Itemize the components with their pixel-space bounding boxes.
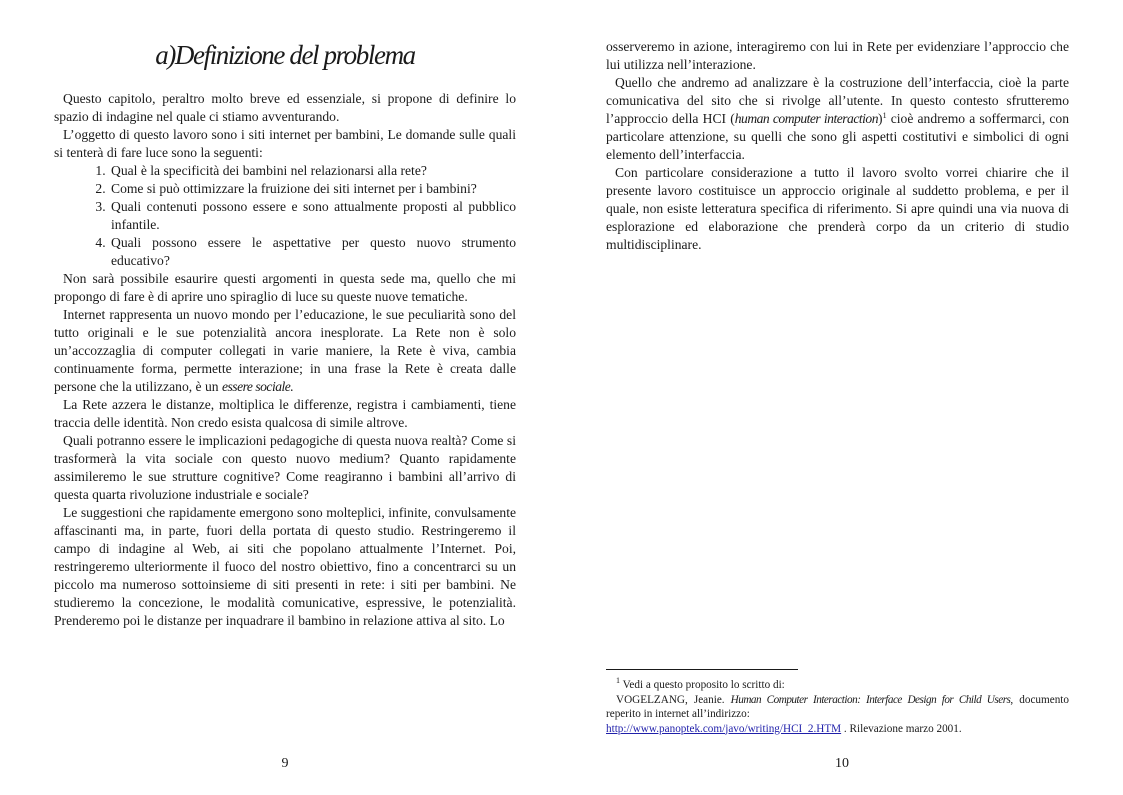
- footnote-mark: 1: [882, 111, 887, 120]
- emphasis-text: essere sociale.: [221, 379, 294, 394]
- footnote-number: 1: [616, 676, 620, 685]
- list-item: 3. Quali contenuti possono essere e sono attualmente proposti al pubblico infantile.: [109, 198, 516, 234]
- paragraph: La Rete azzera le distanze, moltiplica le differenze, registra i cambiamenti, tiene traccia delle identità. Non credo esista qualcosa di simile altrove.: [54, 397, 516, 430]
- page-number: 10: [835, 756, 849, 771]
- paragraph: [54, 306, 516, 396]
- paragraph: Non sarà possibile esaurire questi argomenti in questa sede ma, quello che mi propongo di fare è di aprire uno spiraglio di luce su queste nuove tematiche.: [54, 271, 516, 304]
- list-item: 4. Quali possono essere le aspettative per questo nuovo strumento educativo?: [109, 234, 516, 270]
- paragraph-text: cioè andremo a soffermarci, con particolare attenzione, su quelli che sono gli aspetti costitutivi e simbolici di ogni elemento dell’interfaccia.: [606, 111, 1069, 162]
- footnote-text: . Rilevazione marzo 2001.: [841, 722, 962, 735]
- left-body-text: [54, 90, 516, 630]
- footnote-text: , documento reperito in internet all’indirizzo:: [606, 693, 1069, 720]
- paragraph: Questo capitolo, peraltro molto breve ed essenziale, si propone di definire lo spazio di indagine nel quale ci stiamo avventurando.: [54, 91, 516, 124]
- paragraph: Con particolare considerazione a tutto il lavoro svolto vorrei chiarire che il presente lavoro costituisce un approccio originale al suddetto problema, e per il quale, non esiste letteratura specifica di riferimento. Si apre quindi una via nuova di esplorazione ed elaborazione che prenderà corpo da un criterio di studio multidisciplinare.: [606, 165, 1069, 252]
- paragraph-text: Internet rappresenta un nuovo mondo per l’educazione, le sue peculiarità sono del tutto originali e le sue potenzialità ancora inesplorate. La Rete non è solo un’accozzaglia di computer collegati in varie maniere, la Rete è viva, cambia continuamente forma, permette interazione; in una frase la Rete è creata dalle persone che la utilizzano, è un: [54, 307, 516, 394]
- paragraph: [606, 74, 1069, 164]
- paragraph: L’oggetto di questo lavoro sono i siti internet per bambini, Le domande sulle quali si tenterà di fare luce sono la seguenti:: [54, 127, 516, 160]
- paragraph-text: Quello che andremo ad analizzare è la costruzione dell’interfaccia, cioè la parte comunicativa del sito che si rivolge all’utente. In questo contesto sfrutteremo l’approccio della HCI (: [606, 75, 1069, 126]
- footnote-text: Vedi a questo proposito lo scritto di:: [620, 679, 785, 691]
- footnote-link[interactable]: http://www.panoptek.com/javo/writing/HCI_2.HTM: [606, 722, 842, 735]
- footnote-work-title: Human Computer Interaction: Interface Design for Child Users: [730, 693, 1011, 706]
- footnote-reference: [606, 693, 1069, 722]
- list-item: 1. Qual è la specificità dei bambini nel relazionarsi alla rete?: [109, 162, 516, 180]
- question-list: [54, 162, 516, 270]
- footnote-author: VOGELZANG, Jeanie.: [616, 693, 731, 706]
- right-page: [561, 0, 1123, 795]
- footnote-divider: [606, 669, 798, 670]
- footnote: [606, 678, 1069, 736]
- left-page: [0, 0, 561, 795]
- paragraph: osserveremo in azione, interagiremo con lui in Rete per evidenziare l’approccio che lui utilizza nell’interazione.: [606, 39, 1069, 72]
- page-number: 9: [281, 756, 289, 771]
- list-item: 2. Come si può ottimizzare la fruizione dei siti internet per i bambini?: [109, 180, 516, 198]
- section-title: a)Definizione del problema: [155, 40, 415, 70]
- paren-close: ): [878, 111, 883, 126]
- paragraph: Quali potranno essere le implicazioni pedagogiche di questa nuova realtà? Come si trasformerà la vita sociale con questo nuovo medium? Quanto rapidamente assimileremo le sue strutture cognitive? Come reagiranno i bambini all’arrivo di questa quarta rivoluzione industriale e sociale?: [54, 433, 516, 502]
- emphasis-text: human computer interaction: [734, 111, 879, 126]
- right-body-text: [606, 38, 1069, 254]
- paragraph: Le suggestioni che rapidamente emergono sono molteplici, infinite, convulsamente affascinanti ma, in parte, fuori della portata di questo studio. Restringeremo il campo di indagine al Web, ai siti che popolano attualmente l’Internet. Poi, restringeremo ulteriormente il fuoco del nostro obiettivo, fino a concentrarci su un piccolo ma numeroso sottoinsieme di siti presenti in rete: i siti per bambini. Ne studieremo la concezione, le modalità comunicative, espressive, le potenzialità. Prenderemo poi le distanze per inquadrare il bambino in relazione attiva al sito. Lo: [54, 505, 516, 628]
- footnote-source: [606, 722, 1069, 737]
- footnote-line: [606, 678, 1069, 693]
